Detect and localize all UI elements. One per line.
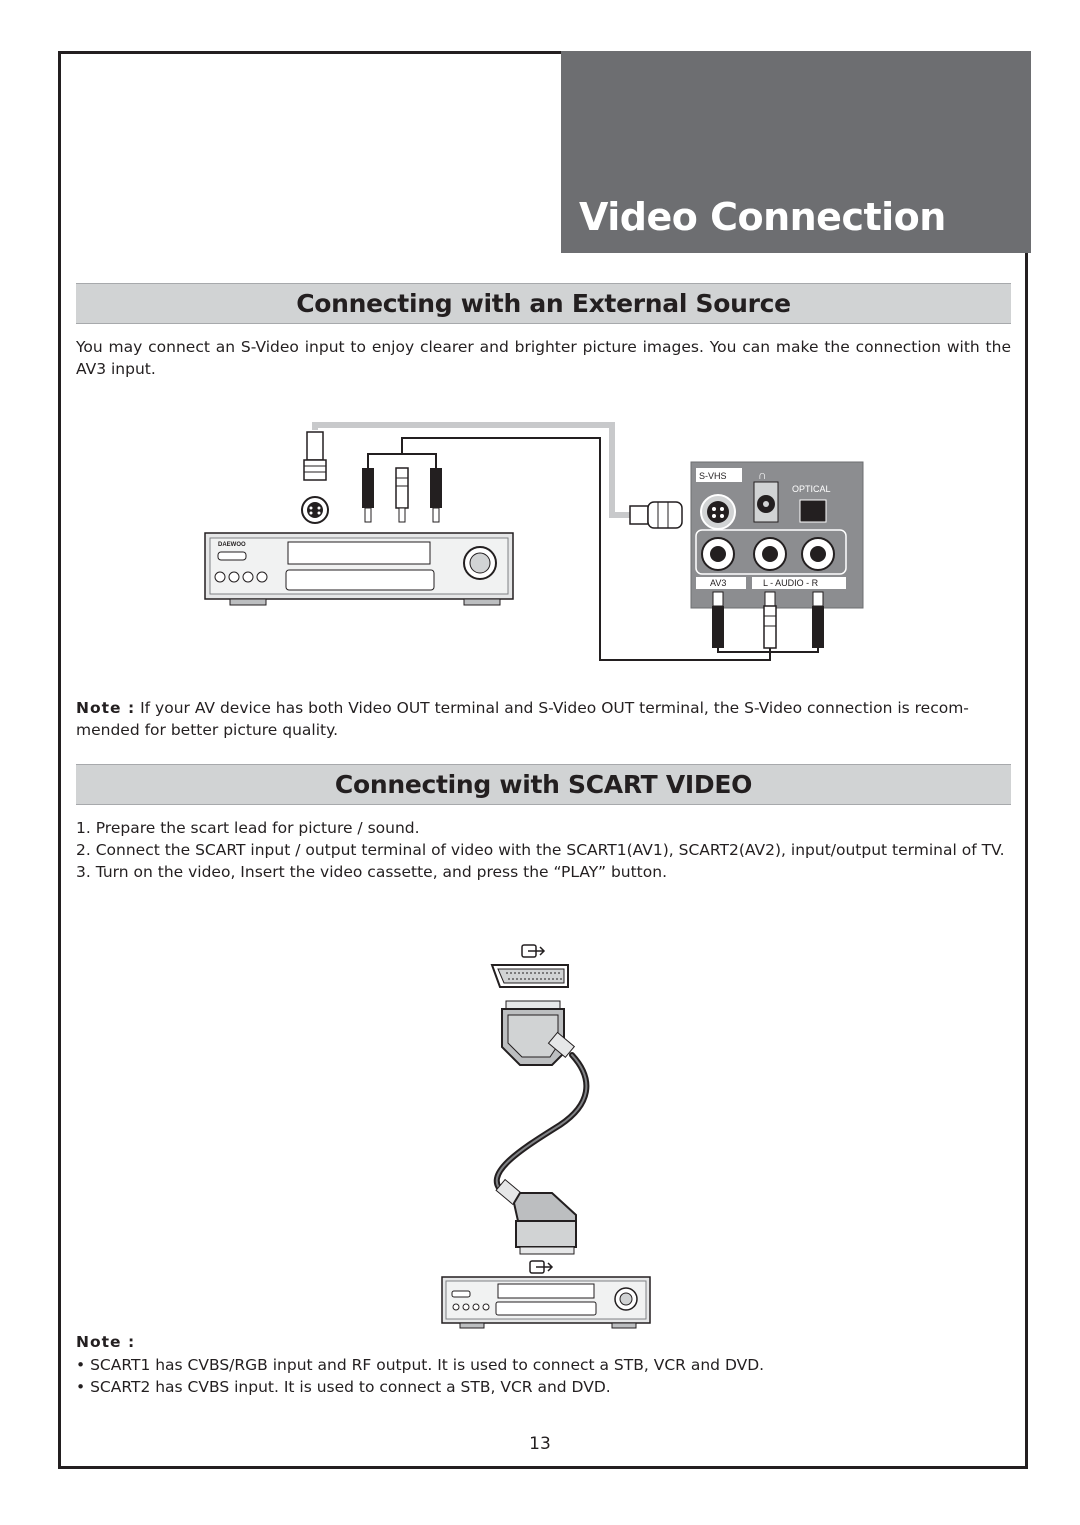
panel-svhs-label: S-VHS: [699, 471, 727, 481]
scart-step-2: 2. Connect the SCART input / output terminal of video with the SCART1(AV1), SCART2(AV2), input/output terminal of TV.: [76, 841, 1005, 859]
note-svideo: [76, 697, 1011, 741]
tv-connector-panel: [691, 462, 863, 608]
svg-text:∩: ∩: [758, 468, 767, 482]
scart-plug-top: [502, 1001, 574, 1065]
vcr-device: [205, 533, 513, 605]
panel-audio-label: L - AUDIO - R: [763, 578, 819, 588]
svideo-plug-panel: [630, 502, 682, 528]
rca-plugs-vcr: [362, 468, 442, 522]
scart-cable: [497, 1055, 587, 1193]
scart-step-1: 1. Prepare the scart lead for picture / sound.: [76, 819, 420, 837]
scart-plug-bottom: [496, 1180, 576, 1254]
scart-note-label-line: [76, 1331, 1011, 1353]
note-label: Note :: [76, 699, 136, 717]
scart-symbol-bottom-icon: [530, 1261, 552, 1273]
scart-note-2: • SCART2 has CVBS input. It is used to connect a STB, VCR and DVD.: [76, 1378, 611, 1396]
panel-av3-label: AV3: [710, 578, 727, 588]
external-source-diagram: [200, 420, 870, 670]
svideo-plug-vcr: [302, 432, 328, 523]
section-header-scart: [76, 764, 1011, 805]
vcr-brand-label: DAEWOO: [218, 542, 246, 548]
tv-scart-socket: [492, 965, 568, 987]
scart-note-1: • SCART1 has CVBS/RGB input and RF output. It is used to connect a STB, VCR and DVD.: [76, 1356, 765, 1374]
section-header-external-source: [76, 283, 1011, 324]
note-svideo-text: If your AV device has both Video OUT terminal and S-Video OUT terminal, the S-Video connection is recom- mended for better picture quality.: [76, 699, 969, 739]
scart-symbol-top-icon: [522, 945, 544, 957]
intro-paragraph: You may connect an S-Video input to enjoy clearer and brighter picture images. You can make the connection with the AV3 input.: [76, 338, 1011, 378]
scart-note-label: Note :: [76, 1333, 136, 1351]
scart-steps-list: [76, 817, 1011, 883]
section-title-scart: Connecting with SCART VIDEO: [334, 770, 753, 799]
scart-notes-list: [76, 1354, 1011, 1398]
scart-vcr-device: [440, 1275, 652, 1333]
title-block: [561, 51, 1031, 253]
section-title-external-source: Connecting with an External Source: [296, 289, 791, 318]
page-title: Video Connection: [579, 195, 946, 239]
page-number: 13: [529, 1434, 551, 1454]
panel-optical-label: OPTICAL: [792, 484, 831, 494]
rca-cable: [368, 454, 436, 468]
scart-step-3: 3. Turn on the video, Insert the video cassette, and press the “PLAY” button.: [76, 863, 667, 881]
